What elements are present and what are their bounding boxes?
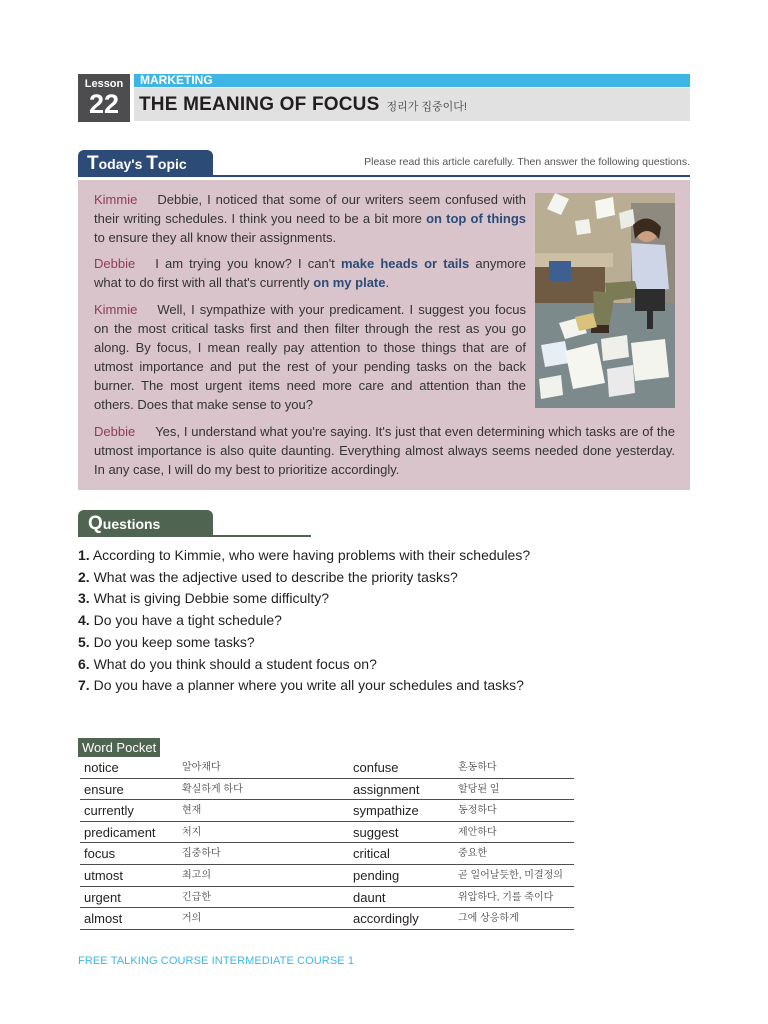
dialogue-text: Yes, I understand what you're saying. It's just that even determining which tasks are of the utmost importance is also quite daunting. Everything almost always seems needed done yesterday. In any case, I will do my best to prioritize accordingly. [94,424,675,477]
vocab-row [80,865,574,887]
vocab-row [80,908,574,930]
lesson-label: Lesson [84,78,124,90]
questions-list [78,545,530,697]
vocab-meaning: 최고의 [182,869,211,881]
lesson-number: 22 [88,89,120,119]
question-text: What was the adjective used to describe the priority tasks? [93,568,458,585]
vocab-word: sympathize [353,803,419,819]
office-photo [535,193,675,408]
dialogue-line-1 [94,190,526,247]
topic-tab-text-2: opic [157,156,187,172]
vocab-meaning: 위압하다, 기를 죽이다 [458,891,554,903]
question-item [78,610,530,632]
vocab-word: urgent [84,889,121,905]
topic-divider [78,175,690,177]
dialogue-text: I am trying you know? I can't [155,256,341,271]
todays-topic-tab [78,150,213,176]
question-item [78,654,530,676]
vocab-meaning: 알아채다 [182,762,221,773]
idiom-highlight: on top of things [426,211,526,226]
dialogue-line-2 [94,254,526,292]
word-pocket-table [80,757,574,930]
dialogue-text: Well, I sympathize with your predicament. I suggest you focus on the most critical tasks first and then filter through the rest as you go along. By focus, I mean really pay attention to those things that are of utmost importance and put the rest of your pending tasks on the back burner. The most urgent items need more care and attention than the others. Does that make sense to you? [94,302,526,412]
lesson-number-box [78,74,130,122]
vocab-row [80,887,574,909]
vocab-row [80,800,574,822]
vocab-meaning: 혼동하다 [458,762,497,773]
speaker-name: Debbie [94,424,136,439]
dialogue-text: Debbie, I noticed that some of our writers seem confused with their writing schedules. I think you need to be a bit more [94,192,526,226]
title-bar [134,88,690,121]
vocab-word: critical [353,846,390,862]
lesson-title: THE MEANING OF FOCUS [139,93,380,115]
vocab-word: focus [84,846,116,862]
vocab-word: assignment [353,781,420,797]
vocab-row [80,779,574,801]
dialogue-text: anymore what to do first with all that's currently [94,256,526,290]
dialogue-text: . [385,275,390,290]
questions-tab-initial: Q [88,513,103,534]
vocab-meaning: 긴급한 [182,891,211,903]
category-label: MARKETING [134,74,690,87]
questions-divider [78,535,311,537]
word-pocket-label: Word Pocket [78,738,160,757]
speaker-name: Kimmie [94,192,138,207]
question-item [78,545,530,567]
question-item [78,567,530,589]
vocab-word: notice [84,760,119,775]
vocab-word: confuse [353,760,399,775]
vocab-word: currently [84,803,134,819]
question-number: 5. [78,633,90,650]
question-number: 2. [78,568,90,585]
vocab-row [80,843,574,865]
vocab-word: ensure [84,781,124,797]
vocab-word: suggest [353,824,399,840]
vocab-meaning: 집중하다 [182,848,221,860]
question-number: 7. [78,677,90,694]
dialogue-text: to ensure they all know their assignments. [94,230,337,245]
question-text: Do you keep some tasks? [93,633,255,650]
vocab-word: daunt [353,889,386,905]
vocab-meaning: 확실하게 하다 [182,783,243,795]
topic-tab-text-1: oday's [98,156,147,172]
question-text: What is giving Debbie some difficulty? [93,590,330,607]
lesson-title-korean: 정리가 집중이다! [386,100,467,113]
vocab-meaning: 그에 상응하게 [458,913,519,925]
question-text: Do you have a planner where you write all your schedules and tasks? [93,677,524,694]
question-text: Do you have a tight schedule? [93,612,282,629]
question-item [78,632,530,654]
question-number: 1. [78,547,90,563]
dialogue-line-4 [94,422,675,479]
instruction-text: Please read this article carefully. Then answer the following questions. [364,156,690,168]
questions-tab [78,510,213,536]
vocab-word: pending [353,867,400,883]
topic-tab-initial-2: T [146,153,158,174]
vocab-row [80,757,574,779]
question-text: What do you think should a student focus on? [93,655,377,672]
vocab-meaning: 현재 [182,805,202,817]
footer-course-title: FREE TALKING COURSE INTERMEDIATE COURSE 1 [78,955,355,967]
dialogue-line-3 [94,300,526,414]
question-number: 4. [78,612,90,629]
topic-tab-initial: T [87,153,99,174]
vocab-meaning: 동정하다 [458,805,497,817]
question-item [78,675,530,697]
vocab-word: predicament [84,824,156,840]
idiom-highlight: make heads or tails [340,256,470,271]
dialogue-panel [78,180,690,490]
vocab-word: almost [84,911,123,927]
vocab-meaning: 처지 [182,826,202,838]
vocab-word: utmost [84,867,124,883]
speaker-name: Debbie [94,256,136,271]
speaker-name: Kimmie [94,302,138,317]
vocab-meaning: 할당된 일 [458,783,500,795]
question-text: According to Kimmie, who were having problems with their schedules? [92,547,531,563]
question-number: 6. [78,655,90,672]
vocab-row [80,822,574,844]
vocab-meaning: 제안하다 [458,826,497,838]
vocab-meaning: 거의 [182,913,202,925]
questions-tab-text: uestions [102,516,161,532]
vocab-word: accordingly [353,911,419,927]
idiom-highlight: on my plate [313,275,386,290]
question-item [78,588,530,610]
vocab-meaning: 곧 일어날듯한, 미결정의 [458,869,563,881]
vocab-meaning: 중요한 [458,848,487,860]
question-number: 3. [78,590,90,607]
